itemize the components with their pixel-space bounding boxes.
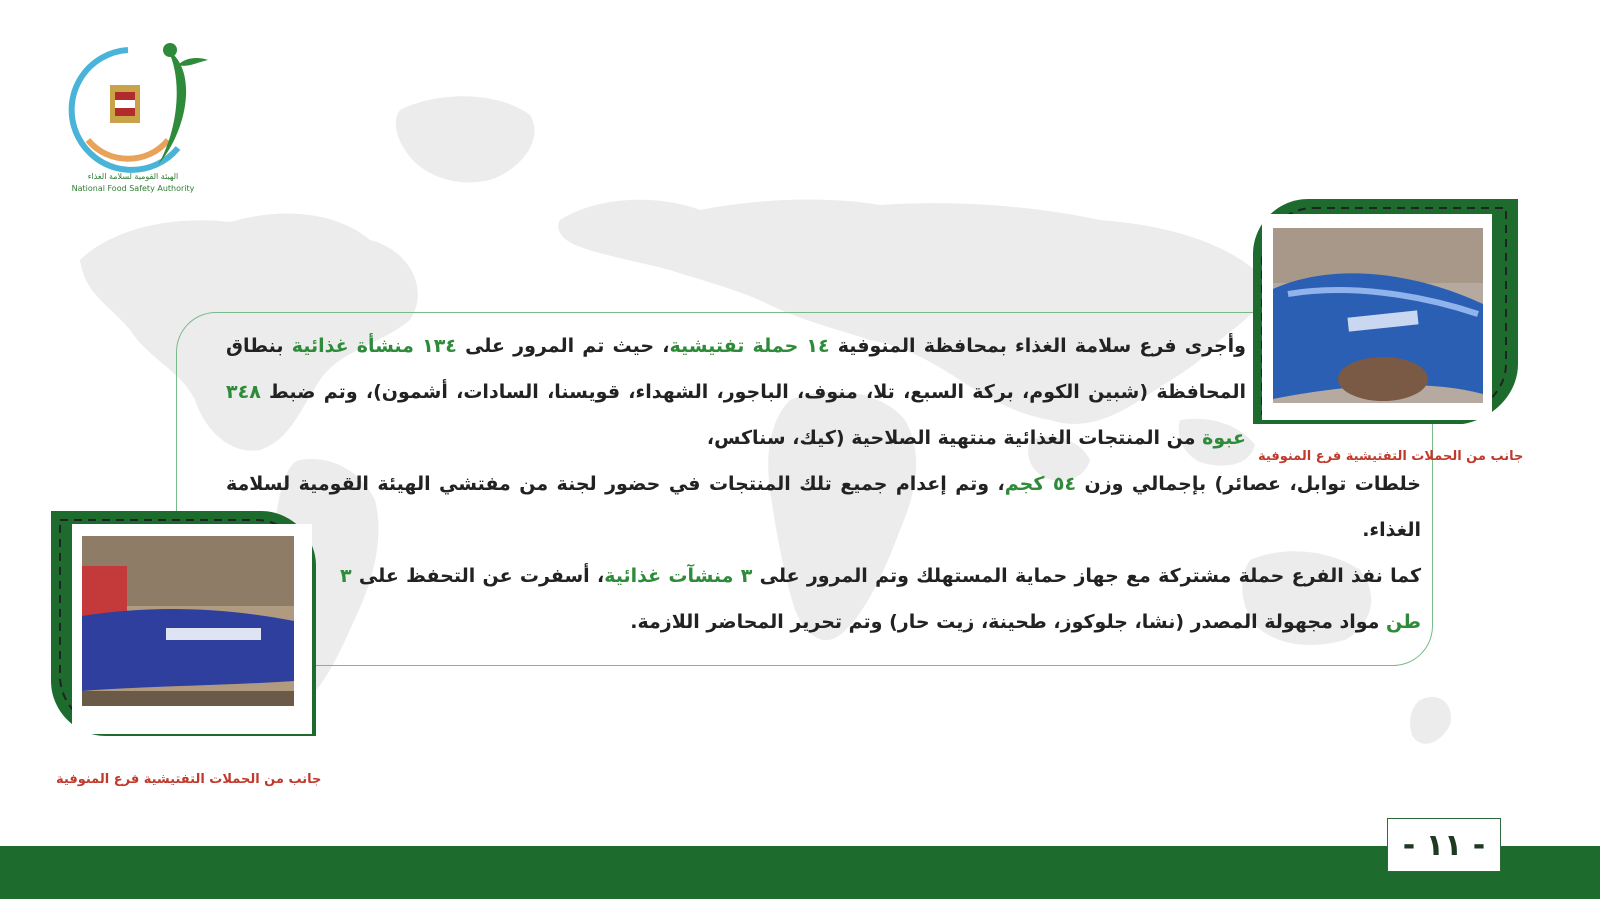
logo-badge-text: NFSA	[148, 94, 167, 126]
paragraph-1	[226, 323, 1246, 461]
paragraph-2	[226, 461, 1421, 553]
photo-card-top-right	[1248, 194, 1524, 438]
caption-top-right: جانب من الحملات التفتيشية فرع المنوفية	[1258, 449, 1524, 464]
inspection-photo-1	[1273, 228, 1483, 403]
paragraph-text: من المنتجات الغذائية منتهية الصلاحية (كيك، سناكس،	[706, 427, 1203, 449]
paragraph-text: ، وتم إعدام جميع تلك المنتجات في حضور لجنة من مفتشي الهيئة القومية لسلامة الغذاء.	[226, 473, 1421, 541]
highlight-figure: ٣ طن	[340, 565, 1421, 633]
photo-card-bottom-left	[46, 506, 322, 750]
paragraph-text: مواد مجهولة المصدر (نشا، جلوكوز، طحينة، زيت حار) وتم تحرير المحاضر اللازمة.	[630, 611, 1386, 633]
caption-bottom-left: جانب من الحملات التفتيشية فرع المنوفية	[56, 772, 322, 787]
paragraph-text: بنطاق المحافظة (شبين الكوم، بركة السبع، تلا، منوف، الباجور، الشهداء، قويسنا، السادات، أشمون)، وتم ضبط	[226, 335, 1246, 403]
paragraph-3	[340, 553, 1421, 645]
page-number: - ١١ -	[1387, 818, 1501, 872]
paragraph-text: ، حيث تم المرور على	[456, 335, 670, 357]
logo-english-name: National Food Safety Authority	[71, 184, 195, 193]
footer-bar	[0, 846, 1600, 899]
paragraph-text: ، أسفرت عن التحفظ على	[351, 565, 605, 587]
highlight-figure: ٣ منشآت غذائية	[604, 565, 753, 587]
highlight-figure: ١٤ حملة تفتيشية	[669, 335, 830, 357]
inspection-photo-2	[82, 536, 294, 706]
highlight-figure: ٥٤ كجم	[1004, 473, 1077, 495]
highlight-figure: ١٣٤ منشأة غذائية	[291, 335, 457, 357]
highlight-figure: ٣٤٨ عبوة	[226, 381, 1246, 449]
paragraph-text: خلطات توابل، عصائر) بإجمالي وزن	[1076, 473, 1421, 495]
logo-arabic-name: الهيئة القومية لسلامة الغذاء	[87, 172, 179, 181]
paragraph-text: وأجرى فرع سلامة الغذاء بمحافظة المنوفية	[829, 335, 1246, 357]
paragraph-text: كما نفذ الفرع حملة مشتركة مع جهاز حماية المستهلك وتم المرور على	[752, 565, 1421, 587]
